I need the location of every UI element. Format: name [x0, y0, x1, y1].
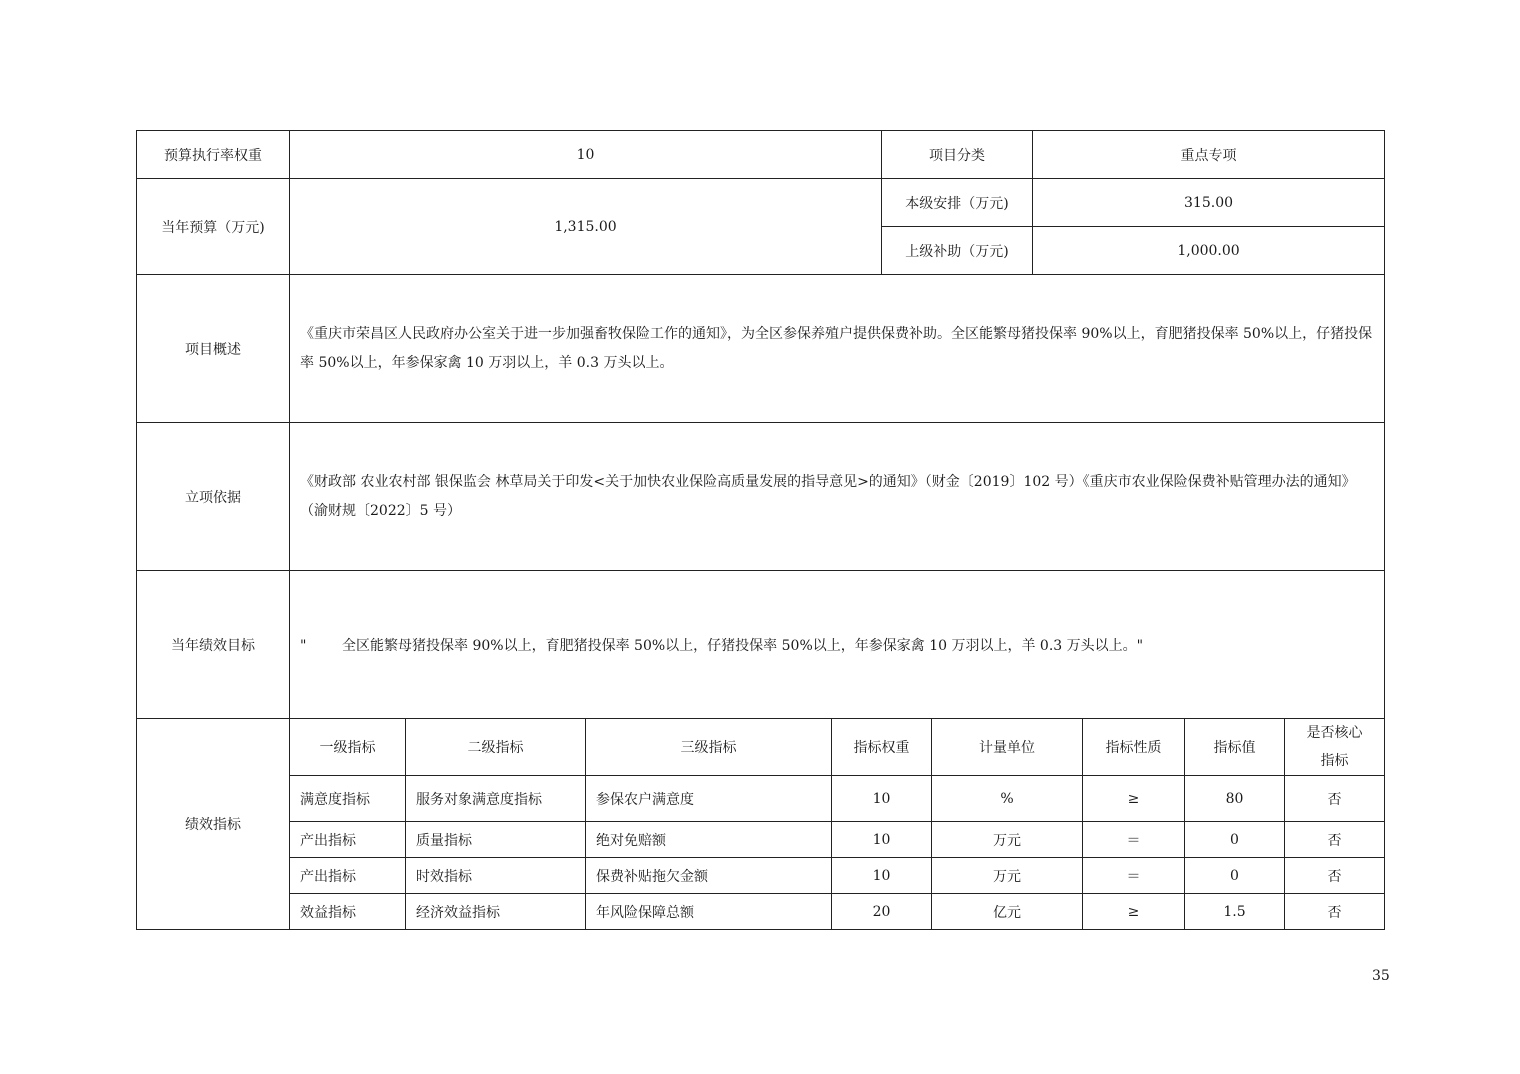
cell-weight: 10: [832, 822, 932, 858]
cell-unit: 万元: [932, 822, 1083, 858]
project-category-label: 项目分类: [882, 131, 1033, 179]
basis-text: 《财政部 农业农村部 银保监会 林草局关于印发<关于加快农业保险高质量发展的指导意见>的通知》（财金〔2019〕102 号）《重庆市农业保险保费补贴管理办法的通知》（渝财规〔2022〕5 号）: [290, 423, 1385, 571]
table-row: [137, 571, 1385, 719]
cell-unit: %: [932, 776, 1083, 822]
cell-weight: 10: [832, 776, 932, 822]
cell-level3: 保费补贴拖欠金额: [586, 858, 832, 894]
cell-weight: 20: [832, 894, 932, 930]
exec-rate-weight-label: 预算执行率权重: [137, 131, 290, 179]
indicators-label: 绩效指标: [137, 719, 290, 930]
cell-core: 否: [1285, 858, 1385, 894]
basis-label: 立项依据: [137, 423, 290, 571]
cell-value: 0: [1185, 858, 1285, 894]
cell-level1: 产出指标: [290, 858, 406, 894]
cell-level1: 效益指标: [290, 894, 406, 930]
header-core-line1: 是否核心: [1306, 725, 1363, 741]
table-row: [137, 719, 1385, 776]
table-row: [137, 275, 1385, 423]
page-number: 35: [1372, 968, 1390, 984]
performance-table: [136, 130, 1385, 930]
header-level2: 二级指标: [406, 719, 586, 776]
header-level3: 三级指标: [586, 719, 832, 776]
header-nature: 指标性质: [1083, 719, 1185, 776]
cell-level3: 参保农户满意度: [586, 776, 832, 822]
cell-level3: 绝对免赔额: [586, 822, 832, 858]
header-weight: 指标权重: [832, 719, 932, 776]
cell-level2: 服务对象满意度指标: [406, 776, 586, 822]
project-category-value: 重点专项: [1033, 131, 1385, 179]
table-row: [137, 776, 1385, 822]
cell-nature: ≥: [1083, 894, 1185, 930]
cell-level1: 满意度指标: [290, 776, 406, 822]
table-row: [137, 423, 1385, 571]
cell-level2: 质量指标: [406, 822, 586, 858]
goal-label: 当年绩效目标: [137, 571, 290, 719]
cell-core: 否: [1285, 894, 1385, 930]
cell-value: 1.5: [1185, 894, 1285, 930]
header-core: [1285, 719, 1385, 776]
cell-core: 否: [1285, 822, 1385, 858]
table-row: [137, 131, 1385, 179]
cell-unit: 万元: [932, 858, 1083, 894]
cell-level2: 经济效益指标: [406, 894, 586, 930]
cell-level2: 时效指标: [406, 858, 586, 894]
cell-level3: 年风险保障总额: [586, 894, 832, 930]
cell-unit: 亿元: [932, 894, 1083, 930]
table-row: [137, 822, 1385, 858]
table-row: [137, 858, 1385, 894]
cell-value: 0: [1185, 822, 1285, 858]
superior-subsidy-label: 上级补助（万元): [882, 227, 1033, 275]
annual-budget-label: 当年预算（万元): [137, 179, 290, 275]
header-core-line2: 指标: [1320, 753, 1349, 769]
table-row: [137, 894, 1385, 930]
header-level1: 一级指标: [290, 719, 406, 776]
local-arrangement-label: 本级安排（万元): [882, 179, 1033, 227]
exec-rate-weight-value: 10: [290, 131, 882, 179]
goal-text: " 全区能繁母猪投保率 90%以上，育肥猪投保率 50%以上，仔猪投保率 50%以上，年参保家禽 10 万羽以上，羊 0.3 万头以上。": [290, 571, 1385, 719]
cell-nature: ＝: [1083, 822, 1185, 858]
cell-nature: ＝: [1083, 858, 1185, 894]
header-value: 指标值: [1185, 719, 1285, 776]
superior-subsidy-value: 1,000.00: [1033, 227, 1385, 275]
cell-core: 否: [1285, 776, 1385, 822]
cell-value: 80: [1185, 776, 1285, 822]
annual-budget-value: 1,315.00: [290, 179, 882, 275]
cell-level1: 产出指标: [290, 822, 406, 858]
overview-text: 《重庆市荣昌区人民政府办公室关于进一步加强畜牧保险工作的通知》，为全区参保养殖户提供保费补助。全区能繁母猪投保率 90%以上，育肥猪投保率 50%以上，仔猪投保率 50%以上，年参保家禽 10 万羽以上，羊 0.3 万头以上。: [290, 275, 1385, 423]
table-row: [137, 179, 1385, 227]
header-unit: 计量单位: [932, 719, 1083, 776]
cell-nature: ≥: [1083, 776, 1185, 822]
cell-weight: 10: [832, 858, 932, 894]
local-arrangement-value: 315.00: [1033, 179, 1385, 227]
overview-label: 项目概述: [137, 275, 290, 423]
